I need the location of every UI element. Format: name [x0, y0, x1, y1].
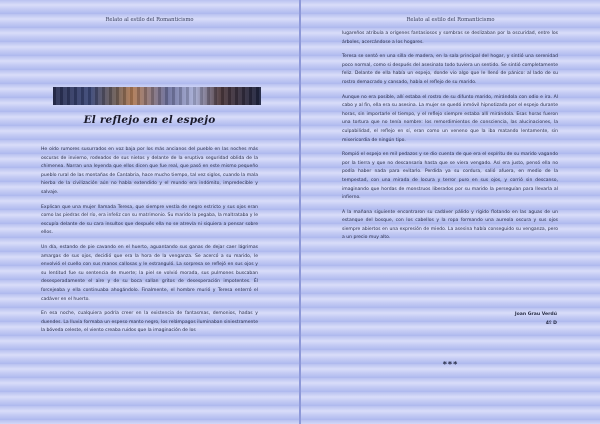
paragraph: Un día, estando de pie cavando en el huerto, aguantando sus ganas de dejar caer lágrimas amargas de sus ojos, decidió que era la hora de la venganza. Se acercó a su marido, le envolvió el cuello con sus manos callosas y le estranguló. La sorpresa se reflejó en sus ojos y su lentitud fue su sentencia de muerte; la piel se volvió morada, sus pulmones buscaban desesperadamente el aire y de su boca salían gritos de desesperación impotentes. Él forcejeaba y ella continuaba ahogándolo. Finalmente, el hombre murió y Teresa enterró el cadáver en el huerto. — [41, 244, 258, 302]
author-grade: 4º D — [545, 321, 557, 326]
banner-image — [53, 87, 261, 105]
paragraph: Aunque no era posible, allí estaba el rostro de su difunto marido, mirándola con odio e ira. Al cabo y al fin, ella era su asesina. La mujer se quedó inmóvil hipnotizada por el espejo durante horas, sin importarle el tiempo, y el reflejo siempre estaba allí mirándola. Esas horas fueron una tortura que no tenía nombre: los remordimientos de consciencia, las alucinaciones, la culpabilidad, el reflejo en sí, eran como un veneno que la iba matando lentamente, sin misericordia de ningún tipo. — [342, 94, 558, 143]
paragraph: Teresa se sentó en una silla de madera, en la sala principal del hogar, y sintió una serenidad poco normal, como si después del asesinato todo tuviera un sentido. Se sintió completamente feliz. Delante de ella había un espejo, donde vio algo que le llenó de pánico: al lado de su rostro demacrado y cansado, había el reflejo de su marido. — [342, 54, 558, 85]
end-mark: *** — [442, 360, 459, 369]
paragraph: Rompió el espejo en mil pedazos y se dio cuenta de que era el espíritu de su marido vagando por la tierra y que no descansaría hasta que se viera vengado. Así era justo, pensó ella no podía haber nada para evitarlo. Perdida ya su cordura, salió afuera, en medio de la tempestad, con una mirada de locura y terror puro en sus ojos, y corrió sin descanso, imaginando que hordas de monstruos liberados por su marido la perseguían para llevarla al infierno. — [342, 152, 558, 201]
paragraph: En esa noche, cualquiera podría creer en la existencia de fantasmas, demonios, hadas y duendes. La lluvia formaba un espeso manto negro, los relámpagos iluminaban siniestramente la bóveda celeste, el viento creaba ruidos que la imaginación de los — [41, 311, 258, 334]
right-page — [301, 0, 600, 424]
left-page — [0, 0, 299, 424]
running-head: Relato al estilo del Romanticismo — [406, 17, 495, 23]
body-text — [41, 146, 258, 342]
story-title: El reflejo en el espejo — [83, 114, 216, 126]
paragraph: He oído rumores susurrados en voz baja por los más ancianos del pueblo en las noches más oscuras de invierno, rodeados de sus nietos y delante de la eruptiva seguridad oblida de la chimenea. Narran una leyenda que ellos dicen que fue real, que pasó en este mismo pequeño pueblo rural de las montañas de Cantabria, hace mucho tiempo, tal vez siglos, cuando la mala hierba de la civilización aún no había extendido y el mundo era indómito, impredecible y salvaje. — [41, 147, 258, 195]
running-head: Relato al estilo del Romanticismo — [105, 17, 194, 23]
paragraph: Explican que una mujer llamada Teresa, que siempre vestía de negro estricto y sus ojos eran como las piedras del río, era infeliz con su matrimonio. Su marido la pegaba, la maltrataba y le escupía delante de su cara insultos que después ella no se atrevía ni siquiera a pensar sobre ellos. — [41, 204, 258, 236]
body-text — [342, 30, 558, 249]
paragraph: lugareños atribuía a orígenes fantasiosos y sombras se deslizaban por la oscuridad, entre los árboles, acercándose a los hogares. — [342, 31, 558, 45]
author-name: Joan Grau Verdú — [514, 312, 557, 317]
paragraph: A la mañana siguiente encontraron su cadáver pálido y rígido flotando en las aguas de un estanque del bosque, con los cabellos y la ropa formando una aureola oscura y sus ojos siempre abiertos en una expresión de miedo. La asesina había conseguido su venganza, pero a un precio muy alto. — [342, 209, 558, 241]
